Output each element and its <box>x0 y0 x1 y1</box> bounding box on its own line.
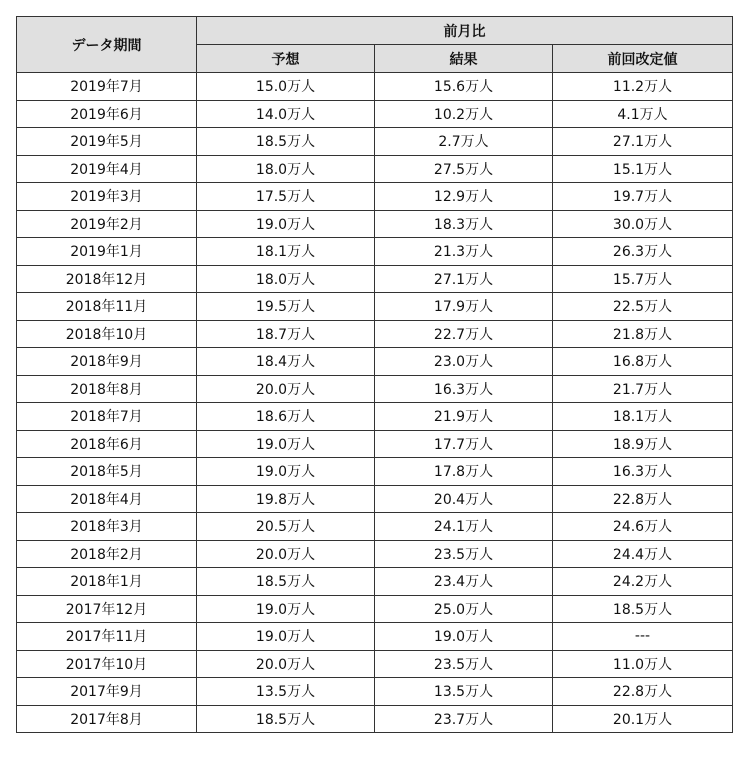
cell-result: 27.1万人 <box>375 265 553 293</box>
cell-result: 23.5万人 <box>375 650 553 678</box>
table-row <box>17 458 733 486</box>
cell-period: 2019年5月 <box>17 128 197 156</box>
cell-revised: 18.5万人 <box>553 595 733 623</box>
cell-result: 25.0万人 <box>375 595 553 623</box>
cell-result: 21.3万人 <box>375 238 553 266</box>
cell-result: 19.0万人 <box>375 623 553 651</box>
table-row <box>17 183 733 211</box>
table-row <box>17 73 733 101</box>
cell-forecast: 19.0万人 <box>197 623 375 651</box>
cell-revised: 19.7万人 <box>553 183 733 211</box>
cell-forecast: 13.5万人 <box>197 678 375 706</box>
cell-forecast: 19.0万人 <box>197 210 375 238</box>
header-forecast: 予想 <box>197 45 375 73</box>
cell-period: 2018年3月 <box>17 513 197 541</box>
cell-revised: 4.1万人 <box>553 100 733 128</box>
cell-revised: 21.8万人 <box>553 320 733 348</box>
header-result: 結果 <box>375 45 553 73</box>
table-header <box>17 17 733 73</box>
cell-period: 2019年7月 <box>17 73 197 101</box>
table-row <box>17 485 733 513</box>
cell-forecast: 20.0万人 <box>197 650 375 678</box>
cell-revised: 22.8万人 <box>553 678 733 706</box>
cell-revised: 22.5万人 <box>553 293 733 321</box>
cell-revised: 27.1万人 <box>553 128 733 156</box>
cell-forecast: 20.0万人 <box>197 375 375 403</box>
cell-period: 2019年2月 <box>17 210 197 238</box>
cell-revised: 11.2万人 <box>553 73 733 101</box>
cell-forecast: 19.0万人 <box>197 458 375 486</box>
table-row <box>17 128 733 156</box>
cell-period: 2017年11月 <box>17 623 197 651</box>
cell-period: 2017年10月 <box>17 650 197 678</box>
cell-revised: 20.1万人 <box>553 705 733 733</box>
table-row <box>17 375 733 403</box>
cell-period: 2017年9月 <box>17 678 197 706</box>
cell-revised: --- <box>553 623 733 651</box>
cell-revised: 16.8万人 <box>553 348 733 376</box>
cell-forecast: 18.5万人 <box>197 705 375 733</box>
cell-revised: 11.0万人 <box>553 650 733 678</box>
table-row <box>17 100 733 128</box>
cell-revised: 22.8万人 <box>553 485 733 513</box>
cell-period: 2017年8月 <box>17 705 197 733</box>
table-row <box>17 430 733 458</box>
cell-forecast: 19.5万人 <box>197 293 375 321</box>
cell-forecast: 18.7万人 <box>197 320 375 348</box>
cell-revised: 16.3万人 <box>553 458 733 486</box>
table-row <box>17 238 733 266</box>
cell-period: 2018年7月 <box>17 403 197 431</box>
cell-forecast: 18.5万人 <box>197 568 375 596</box>
header-row-top <box>17 17 733 45</box>
cell-revised: 21.7万人 <box>553 375 733 403</box>
cell-forecast: 18.1万人 <box>197 238 375 266</box>
cell-revised: 15.7万人 <box>553 265 733 293</box>
cell-revised: 26.3万人 <box>553 238 733 266</box>
cell-forecast: 18.6万人 <box>197 403 375 431</box>
table-row <box>17 623 733 651</box>
cell-forecast: 14.0万人 <box>197 100 375 128</box>
cell-revised: 24.2万人 <box>553 568 733 596</box>
cell-result: 17.9万人 <box>375 293 553 321</box>
table-row <box>17 595 733 623</box>
cell-period: 2018年12月 <box>17 265 197 293</box>
table-row <box>17 403 733 431</box>
cell-result: 22.7万人 <box>375 320 553 348</box>
cell-period: 2018年6月 <box>17 430 197 458</box>
cell-period: 2018年11月 <box>17 293 197 321</box>
table-row <box>17 705 733 733</box>
cell-result: 23.7万人 <box>375 705 553 733</box>
cell-forecast: 19.0万人 <box>197 595 375 623</box>
header-revised: 前回改定値 <box>553 45 733 73</box>
cell-result: 17.8万人 <box>375 458 553 486</box>
cell-result: 23.0万人 <box>375 348 553 376</box>
cell-period: 2019年3月 <box>17 183 197 211</box>
cell-result: 13.5万人 <box>375 678 553 706</box>
header-period: データ期間 <box>17 17 197 73</box>
cell-revised: 24.6万人 <box>553 513 733 541</box>
cell-result: 10.2万人 <box>375 100 553 128</box>
table-row <box>17 540 733 568</box>
cell-forecast: 15.0万人 <box>197 73 375 101</box>
cell-result: 24.1万人 <box>375 513 553 541</box>
table-row <box>17 678 733 706</box>
cell-revised: 18.1万人 <box>553 403 733 431</box>
cell-result: 15.6万人 <box>375 73 553 101</box>
cell-period: 2018年8月 <box>17 375 197 403</box>
cell-forecast: 18.0万人 <box>197 155 375 183</box>
cell-period: 2018年4月 <box>17 485 197 513</box>
cell-period: 2018年10月 <box>17 320 197 348</box>
cell-result: 17.7万人 <box>375 430 553 458</box>
cell-result: 18.3万人 <box>375 210 553 238</box>
cell-result: 21.9万人 <box>375 403 553 431</box>
cell-result: 12.9万人 <box>375 183 553 211</box>
cell-forecast: 17.5万人 <box>197 183 375 211</box>
table-row <box>17 320 733 348</box>
table-container <box>16 16 733 733</box>
table-row <box>17 293 733 321</box>
data-table <box>16 16 733 733</box>
cell-period: 2018年5月 <box>17 458 197 486</box>
cell-result: 27.5万人 <box>375 155 553 183</box>
cell-result: 16.3万人 <box>375 375 553 403</box>
table-row <box>17 210 733 238</box>
table-row <box>17 265 733 293</box>
cell-period: 2018年1月 <box>17 568 197 596</box>
cell-forecast: 18.4万人 <box>197 348 375 376</box>
cell-period: 2019年4月 <box>17 155 197 183</box>
table-row <box>17 348 733 376</box>
table-body <box>17 73 733 733</box>
cell-forecast: 18.0万人 <box>197 265 375 293</box>
cell-period: 2017年12月 <box>17 595 197 623</box>
header-group-mom: 前月比 <box>197 17 733 45</box>
cell-forecast: 19.8万人 <box>197 485 375 513</box>
cell-forecast: 18.5万人 <box>197 128 375 156</box>
table-row <box>17 650 733 678</box>
cell-revised: 15.1万人 <box>553 155 733 183</box>
cell-revised: 30.0万人 <box>553 210 733 238</box>
table-row <box>17 513 733 541</box>
cell-result: 23.5万人 <box>375 540 553 568</box>
cell-revised: 18.9万人 <box>553 430 733 458</box>
cell-period: 2019年6月 <box>17 100 197 128</box>
cell-forecast: 20.0万人 <box>197 540 375 568</box>
cell-revised: 24.4万人 <box>553 540 733 568</box>
cell-result: 20.4万人 <box>375 485 553 513</box>
cell-period: 2018年9月 <box>17 348 197 376</box>
cell-period: 2019年1月 <box>17 238 197 266</box>
cell-forecast: 19.0万人 <box>197 430 375 458</box>
cell-period: 2018年2月 <box>17 540 197 568</box>
cell-result: 23.4万人 <box>375 568 553 596</box>
cell-forecast: 20.5万人 <box>197 513 375 541</box>
table-row <box>17 568 733 596</box>
table-row <box>17 155 733 183</box>
cell-result: 2.7万人 <box>375 128 553 156</box>
